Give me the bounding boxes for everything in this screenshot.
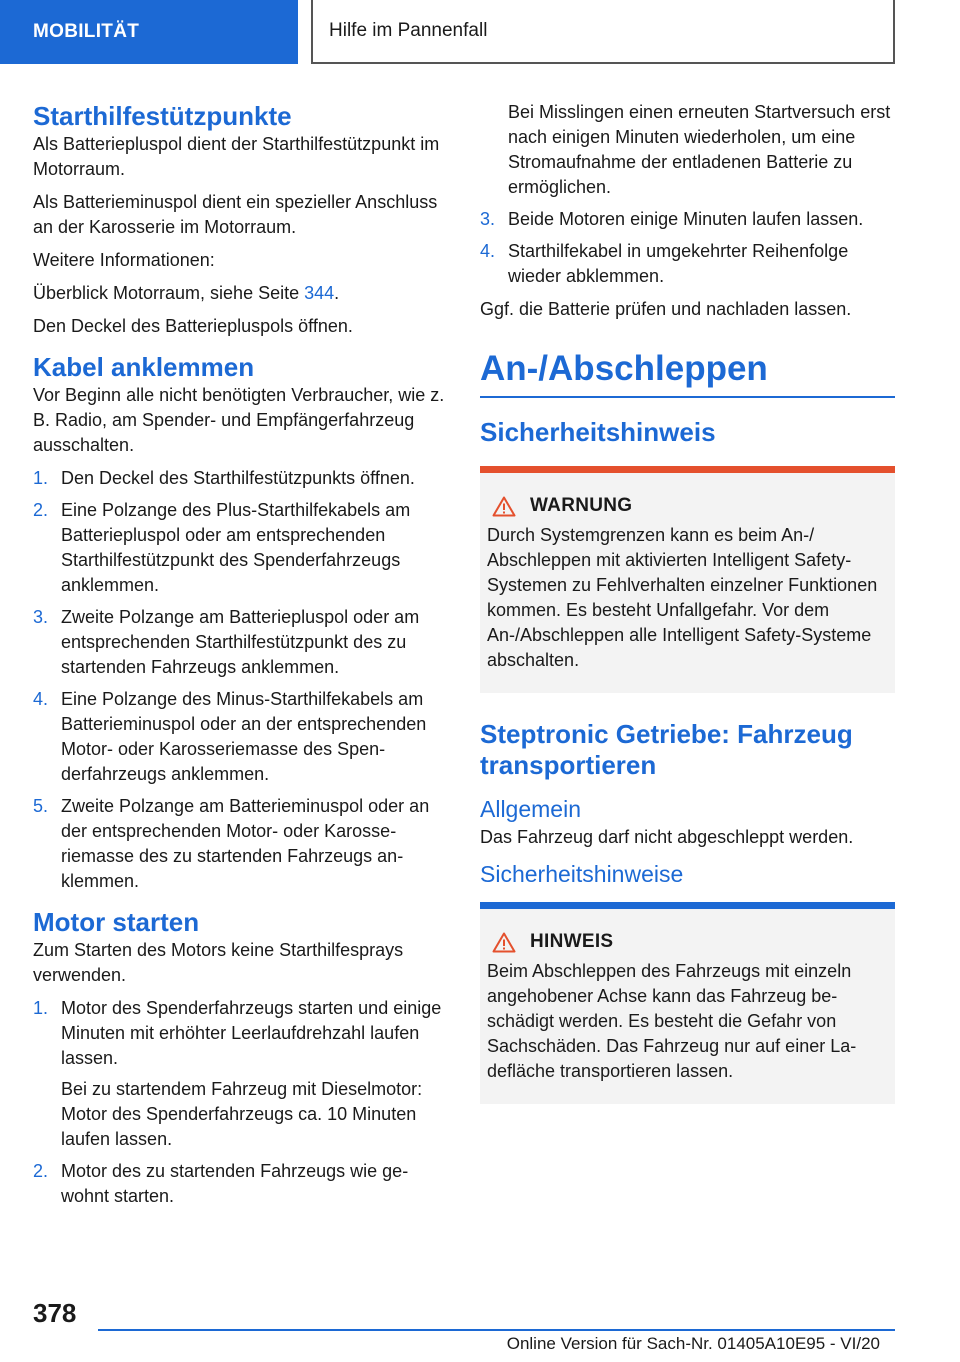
heading-steptronic: Steptronic Getriebe: Fahrzeug transportieren xyxy=(480,719,853,780)
heading-sicherheitshinweis: Sicherheitshinweis xyxy=(480,417,716,447)
step-number: 3. xyxy=(33,607,49,627)
step-subtext: Bei Misslingen einen erneuten Startversuch erst nach einigen Minuten wiederholen, um eine Stromaufnahme der entladenen Batterie zu ermöglichen. xyxy=(508,102,891,197)
paragraph: Als Batterieminuspol dient ein spezieller Anschluss an der Karosserie im Motorraum. xyxy=(33,192,438,237)
note-text: Beim Abschleppen des Fahrzeugs mit einzeln angehobener Achse kann das Fahrzeug beschädigt werden. Es besteht die Gefahr von Sachschäden. Das Fahrzeug nur auf einer Ladefläche transportieren lassen. xyxy=(487,961,857,1081)
step-text: Den Deckel des Starthilfestützpunkts öffnen. xyxy=(61,468,415,488)
heading-allgemein: Allgemein xyxy=(480,796,581,822)
step-text: Motor des zu startenden Fahrzeugs wie gewohnt starten. xyxy=(61,1161,409,1206)
step-text: Zweite Polzange am Batterieminuspol oder an der entsprechenden Motor- oder Karosseriemasse des zu startenden Fahrzeugs anklemmen. xyxy=(61,796,430,891)
paragraph-reference xyxy=(33,281,448,306)
step-text: Eine Polzange des Minus-Starthilfekabels am Batterieminuspol oder an der entsprechenden Motor- oder Karosseriemasse des Spenderfahrzeugs anklemmen. xyxy=(61,689,427,784)
footer-text: Online Version für Sach-Nr. 01405A10E95 - VI/20 xyxy=(506,1334,880,1353)
page-link[interactable]: 344 xyxy=(304,283,335,303)
warning-text: Durch Systemgrenzen kann es beim An-/ Abschleppen mit aktivierten Intelligent Safety-Systemen zu Fehlverhalten einzelner Funktionen kommen. Es besteht Unfallgefahr. Vor dem An-/Abschleppen alle Intelligent Safety-Systeme abschalten. xyxy=(487,525,878,670)
paragraph: Den Deckel des Batteriepluspols öffnen. xyxy=(33,316,353,336)
list-item xyxy=(480,207,895,232)
list-item xyxy=(33,605,448,680)
reference-text: Überblick Motorraum, siehe Seite xyxy=(33,283,305,303)
heading-an-abschleppen: An-/Abschleppen xyxy=(480,348,895,398)
warning-triangle-icon xyxy=(492,932,516,953)
paragraph: Als Batteriepluspol dient der Starthilfestützpunkt im Motorraum. xyxy=(33,134,440,179)
heading-motor-starten: Motor starten xyxy=(33,907,200,937)
paragraph: Ggf. die Batterie prüfen und nachladen lassen. xyxy=(480,299,852,319)
warning-triangle-icon xyxy=(492,496,516,517)
step-text: Starthilfekabel in umgekehrter Reihenfolge wieder abklemmen. xyxy=(508,241,849,286)
step-number: 2. xyxy=(33,500,49,520)
paragraph: Weitere Informationen: xyxy=(33,250,215,270)
footer-divider xyxy=(98,1329,895,1331)
note-label: HINWEIS xyxy=(530,931,614,952)
list-item xyxy=(480,239,895,289)
step-subtext: Bei zu startendem Fahrzeug mit Dieselmotor: Motor des Spenderfahrzeugs ca. 10 Minuten laufen lassen. xyxy=(61,1079,423,1149)
step-text: Zweite Polzange am Batteriepluspol oder am entsprechenden Starthilfestützpunkt des zu startenden Fahrzeugs anklemmen. xyxy=(61,607,420,677)
step-number: 5. xyxy=(33,796,49,816)
kabel-steps-list xyxy=(33,466,448,894)
step-number: 4. xyxy=(33,689,49,709)
warning-header xyxy=(487,495,887,517)
chapter-title-text: Hilfe im Pannenfall xyxy=(329,20,488,41)
list-item xyxy=(33,996,448,1152)
page-number: 378 xyxy=(33,1298,77,1328)
reference-end: . xyxy=(334,283,340,303)
step-number: 1. xyxy=(33,468,49,488)
section-tab: MOBILITÄT xyxy=(0,0,298,64)
step-number: 4. xyxy=(480,241,496,261)
chapter-title xyxy=(311,0,895,64)
step-text: Beide Motoren einige Minuten laufen lassen. xyxy=(508,209,864,229)
step-text: Eine Polzange des Plus-Starthilfekabels am Batteriepluspol oder am entsprechenden Starthilfestützpunkt des Spenderfahrzeugs anklemmen. xyxy=(61,500,411,595)
paragraph: Das Fahrzeug darf nicht abgeschleppt werden. xyxy=(480,827,854,847)
step-text: Motor des Spenderfahrzeugs starten und einige Minuten mit erhöhter Leerlaufdrehzahl laufen lassen. xyxy=(61,998,442,1068)
list-item xyxy=(33,794,448,894)
list-item xyxy=(33,1159,448,1209)
paragraph: Vor Beginn alle nicht benötigten Verbraucher, wie z. B. Radio, am Spender- und Empfängerfahrzeug ausschalten. xyxy=(33,385,445,455)
left-column xyxy=(33,100,448,1217)
heading-sicherheitshinweise: Sicherheitshinweise xyxy=(480,861,684,887)
continued-steps-list xyxy=(480,100,895,289)
note-header xyxy=(487,931,887,953)
list-item xyxy=(33,466,448,491)
list-item-continuation xyxy=(480,100,895,200)
list-item xyxy=(33,687,448,787)
paragraph: Zum Starten des Motors keine Starthilfesprays verwenden. xyxy=(33,940,404,985)
warning-box xyxy=(480,466,895,693)
step-number: 1. xyxy=(33,998,49,1018)
step-number: 2. xyxy=(33,1161,49,1181)
heading-kabel-anklemmen: Kabel anklemmen xyxy=(33,352,255,382)
note-box xyxy=(480,902,895,1104)
motor-steps-list xyxy=(33,996,448,1209)
right-column xyxy=(480,100,895,1104)
list-item xyxy=(33,498,448,598)
heading-starthilfestuetzpunkte: Starthilfestützpunkte xyxy=(33,101,292,131)
step-number: 3. xyxy=(480,209,496,229)
warning-label: WARNUNG xyxy=(530,495,633,516)
